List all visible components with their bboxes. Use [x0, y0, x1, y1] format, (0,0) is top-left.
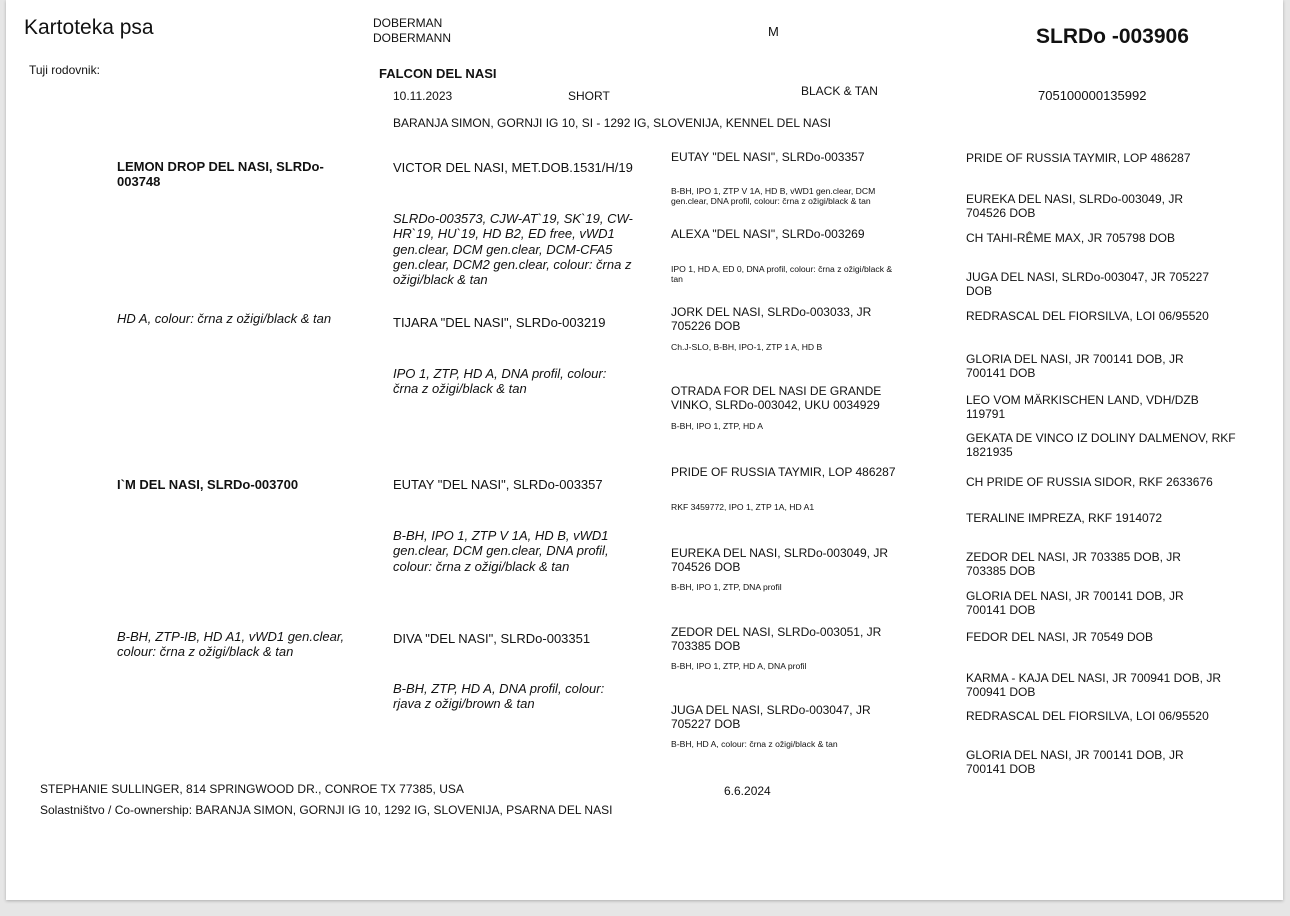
- gen4-ancestor: TERALINE IMPREZA, RKF 1914072: [966, 511, 1163, 525]
- page-title: Kartoteka psa: [24, 16, 154, 39]
- gen4-ancestor: GEKATA DE VINCO IZ DOLINY DALMENOV, RKF 1821935: [966, 431, 1236, 460]
- gen4-ancestor: LEO VOM MÄRKISCHEN LAND, VDH/DZB 119791: [966, 393, 1199, 422]
- grandparent-ss-name: VICTOR DEL NASI, MET.DOB.1531/H/19: [393, 160, 633, 175]
- great-grandparent-name: JORK DEL NASI, SLRDo-003033, JR 705226 DOB: [671, 305, 872, 334]
- sire-info: HD A, colour: črna z ožigi/black & tan: [117, 311, 332, 326]
- gen4-ancestor: REDRASCAL DEL FIORSILVA, LOI 06/95520: [966, 309, 1209, 323]
- grandparent-dd-name: DIVA "DEL NASI", SLRDo-003351: [393, 631, 591, 646]
- great-grandparent-info: B-BH, IPO 1, ZTP, HD A, DNA profil: [671, 661, 807, 671]
- breed-en: DOBERMANN: [373, 31, 452, 45]
- grandparent-ss-info: SLRDo-003573, CJW-AT`19, SK`19, CW-HR`19, HU`19, HD B2, ED free, vWD1 gen.clear, DCM gen.clear, DCM-CFA5 gen.clear, DCM2 gen.clear, colour: črna z ožigi/black & tan: [393, 211, 633, 288]
- great-grandparent-name: JUGA DEL NASI, SLRDo-003047, JR 705227 DOB: [671, 703, 871, 732]
- gen4-ancestor: JUGA DEL NASI, SLRDo-003047, JR 705227 DOB: [966, 270, 1210, 299]
- gen4-ancestor: EUREKA DEL NASI, SLRDo-003049, JR 704526 DOB: [966, 192, 1183, 221]
- owner: STEPHANIE SULLINGER, 814 SPRINGWOOD DR., CONROE TX 77385, USA: [40, 782, 464, 796]
- gen4-ancestor: GLORIA DEL NASI, JR 700141 DOB, JR 700141 DOB: [966, 589, 1184, 618]
- pedigree-page: [6, 0, 1283, 900]
- great-grandparent-name: EUTAY "DEL NASI", SLRDo-003357: [671, 150, 865, 164]
- chip-number: 705100000135992: [1038, 88, 1147, 103]
- gen4-ancestor: KARMA - KAJA DEL NASI, JR 700941 DOB, JR 700941 DOB: [966, 671, 1221, 700]
- issue-date: 6.6.2024: [724, 784, 771, 798]
- great-grandparent-name: PRIDE OF RUSSIA TAYMIR, LOP 486287: [671, 465, 896, 479]
- co-owner: Solastništvo / Co-ownership: BARANJA SIMON, GORNJI IG 10, 1292 IG, SLOVENIJA, PSARNA DEL NASI: [40, 803, 613, 817]
- gen4-ancestor: CH TAHI-RÊME MAX, JR 705798 DOB: [966, 231, 1175, 245]
- grandparent-sd-name: TIJARA "DEL NASI", SLRDo-003219: [393, 315, 606, 330]
- grandparent-sd-info: IPO 1, ZTP, HD A, DNA profil, colour: črna z ožigi/black & tan: [393, 366, 607, 397]
- sire-name: LEMON DROP DEL NASI, SLRDo-003748: [117, 159, 324, 190]
- gen4-ancestor: PRIDE OF RUSSIA TAYMIR, LOP 486287: [966, 151, 1191, 165]
- breeder: BARANJA SIMON, GORNJI IG 10, SI - 1292 IG, SLOVENIJA, KENNEL DEL NASI: [393, 116, 831, 130]
- great-grandparent-info: B-BH, IPO 1, ZTP V 1A, HD B, vWD1 gen.clear, DCM gen.clear, DNA profil, colour: črna z ožigi/black & tan: [671, 186, 876, 207]
- grandparent-ds-name: EUTAY "DEL NASI", SLRDo-003357: [393, 477, 603, 492]
- birth-date: 10.11.2023: [393, 89, 453, 103]
- great-grandparent-info: B-BH, IPO 1, ZTP, DNA profil: [671, 582, 782, 592]
- great-grandparent-info: Ch.J-SLO, B-BH, IPO-1, ZTP 1 A, HD B: [671, 342, 823, 352]
- breed-si: DOBERMAN: [373, 16, 443, 30]
- great-grandparent-info: B-BH, IPO 1, ZTP, HD A: [671, 421, 764, 431]
- gen4-ancestor: FEDOR DEL NASI, JR 70549 DOB: [966, 630, 1153, 644]
- gen4-ancestor: GLORIA DEL NASI, JR 700141 DOB, JR 700141 DOB: [966, 748, 1184, 777]
- dam-name: I`M DEL NASI, SLRDo-003700: [117, 477, 299, 492]
- great-grandparent-info: RKF 3459772, IPO 1, ZTP 1A, HD A1: [671, 502, 815, 512]
- great-grandparent-info: IPO 1, HD A, ED 0, DNA profil, colour: črna z ožigi/black & tan: [671, 264, 893, 285]
- coat-color: BLACK & TAN: [801, 84, 878, 98]
- great-grandparent-name: ALEXA "DEL NASI", SLRDo-003269: [671, 227, 865, 241]
- grandparent-ds-info: B-BH, IPO 1, ZTP V 1A, HD B, vWD1 gen.clear, DCM gen.clear, DNA profil, colour: črna z ožigi/black & tan: [393, 528, 609, 574]
- dog-name: FALCON DEL NASI: [379, 66, 497, 81]
- coat-type: SHORT: [568, 89, 610, 103]
- gen4-ancestor: GLORIA DEL NASI, JR 700141 DOB, JR 700141 DOB: [966, 352, 1184, 381]
- grandparent-dd-info: B-BH, ZTP, HD A, DNA profil, colour: rjava z ožigi/brown & tan: [393, 681, 605, 712]
- registration-number: SLRDo -003906: [1036, 25, 1189, 48]
- foreign-pedigree-label: Tuji rodovnik:: [29, 63, 100, 77]
- gen4-ancestor: CH PRIDE OF RUSSIA SIDOR, RKF 2633676: [966, 475, 1213, 489]
- gen4-ancestor: REDRASCAL DEL FIORSILVA, LOI 06/95520: [966, 709, 1209, 723]
- gen4-ancestor: ZEDOR DEL NASI, JR 703385 DOB, JR 703385 DOB: [966, 550, 1181, 579]
- great-grandparent-info: B-BH, HD A, colour: črna z ožigi/black & tan: [671, 739, 838, 749]
- great-grandparent-name: EUREKA DEL NASI, SLRDo-003049, JR 704526 DOB: [671, 546, 888, 575]
- dam-info: B-BH, ZTP-IB, HD A1, vWD1 gen.clear, colour: črna z ožigi/black & tan: [117, 629, 345, 660]
- great-grandparent-name: OTRADA FOR DEL NASI DE GRANDE VINKO, SLRDo-003042, UKU 0034929: [671, 384, 882, 413]
- great-grandparent-name: ZEDOR DEL NASI, SLRDo-003051, JR 703385 DOB: [671, 625, 882, 654]
- sex: M: [768, 24, 779, 39]
